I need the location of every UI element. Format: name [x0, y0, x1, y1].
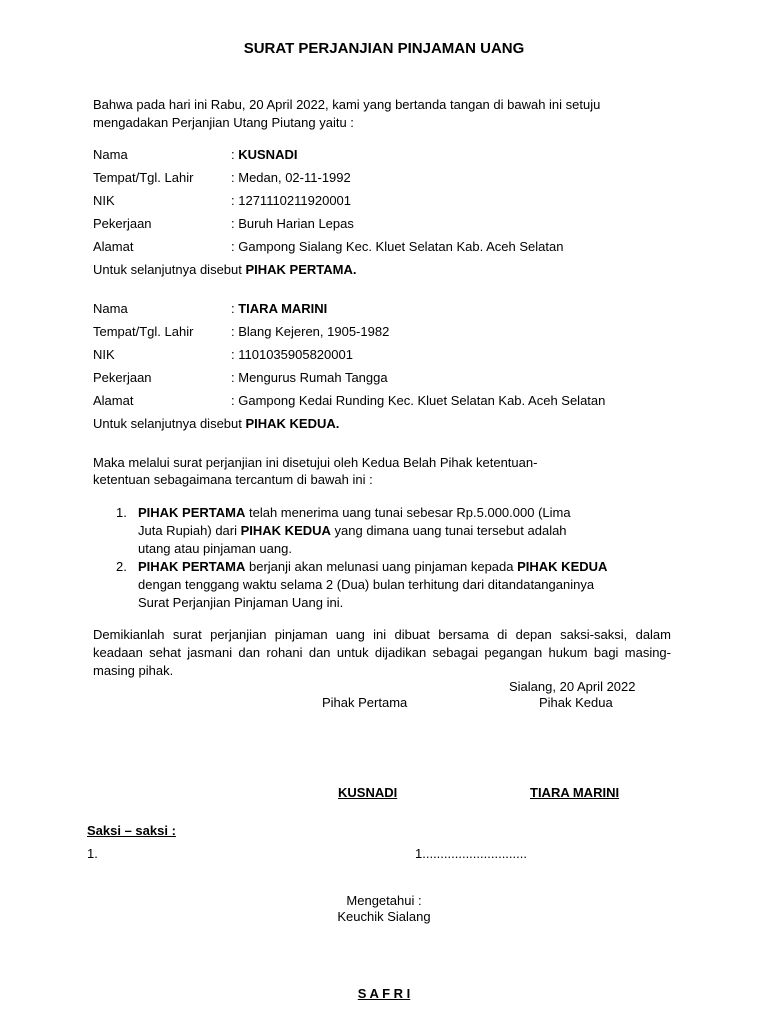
approval-label: Mengetahui :: [346, 893, 422, 908]
witness-heading: Saksi – saksi :: [87, 823, 176, 838]
left-signatory-role: Pihak Pertama: [322, 695, 408, 710]
party2-nik: : 1101035905820001: [231, 347, 353, 362]
document-title: SURAT PERJANJIAN PINJAMAN UANG: [243, 40, 525, 57]
party1-ttl: : Medan, 02-11-1992: [231, 170, 351, 185]
party2-pekerjaan-label: Pekerjaan: [93, 370, 152, 385]
party1-nama: : KUSNADI: [231, 147, 298, 162]
witness-right: 1.............................: [415, 846, 527, 861]
party1-pekerjaan: : Buruh Harian Lepas: [231, 216, 354, 231]
witness-left: 1.: [87, 846, 98, 861]
party2-alamat-label: Alamat: [93, 393, 134, 408]
party2-alamat: : Gampong Kedai Runding Kec. Kluet Selatan Kab. Aceh Selatan: [231, 393, 606, 408]
party1-alamat-label: Alamat: [93, 239, 134, 254]
right-signatory-name: TIARA MARINI: [530, 785, 620, 800]
right-signatory-role: Pihak Kedua: [539, 695, 613, 710]
party1-nama-label: Nama: [93, 147, 128, 162]
party1-ttl-label: Tempat/Tgl. Lahir: [93, 170, 194, 185]
party2-nik-label: NIK: [93, 347, 115, 362]
place-date: Sialang, 20 April 2022: [509, 679, 636, 694]
intro-line-2: mengadakan Perjanjian Utang Piutang yaitu :: [93, 115, 354, 130]
party2-nama: : TIARA MARINI: [231, 301, 328, 316]
party2-closing: Untuk selanjutnya disebut PIHAK KEDUA.: [93, 416, 340, 431]
party1-alamat: : Gampong Sialang Kec. Kluet Selatan Kab. Aceh Selatan: [231, 239, 564, 254]
term-item-2: 2. PIHAK PERTAMA berjanji akan melunasi uang pinjaman kepada PIHAK KEDUA dengan tenggang waktu selama 2 (Dua) bulan terhitung dari ditandatanganinya Surat Perjanjian Pinjaman Uang ini.: [116, 559, 608, 610]
party2-ttl-label: Tempat/Tgl. Lahir: [93, 324, 194, 339]
terms-intro-line-1: Maka melalui surat perjanjian ini disetujui oleh Kedua Belah Pihak ketentuan-: [93, 455, 538, 470]
party1-closing: Untuk selanjutnya disebut PIHAK PERTAMA.: [93, 262, 357, 277]
approval-name: S A F R I: [357, 986, 411, 1001]
terms-list: [116, 504, 656, 612]
party2-nama-label: Nama: [93, 301, 128, 316]
party1-pekerjaan-label: Pekerjaan: [93, 216, 152, 231]
party1-nik: : 1271110211920001: [231, 193, 352, 208]
party2-ttl: : Blang Kejeren, 1905-1982: [231, 324, 390, 339]
intro-line-1: Bahwa pada hari ini Rabu, 20 April 2022, kami yang bertanda tangan di bawah ini setuju: [93, 97, 601, 112]
terms-intro-line-2: ketentuan sebagaimana tercantum di bawah ini :: [93, 472, 373, 487]
party1-nik-label: NIK: [93, 193, 115, 208]
approval-position: Keuchik Sialang: [337, 909, 431, 924]
term-item-1: 1. PIHAK PERTAMA telah menerima uang tunai sebesar Rp.5.000.000 (Lima Juta Rupiah) dari PIHAK KEDUA yang dimana uang tunai tersebut adalah utang atau pinjaman uang.: [116, 505, 571, 556]
left-signatory-name: KUSNADI: [338, 785, 398, 800]
party2-pekerjaan: : Mengurus Rumah Tangga: [231, 370, 388, 385]
closing-paragraph: Demikianlah surat perjanjian pinjaman uang ini dibuat bersama di depan saksi-saksi, dalam keadaan sehat jasmani dan rohani dan untuk dijadikan sebagai pegangan hukum bagi masing-masing pihak.: [93, 627, 671, 678]
